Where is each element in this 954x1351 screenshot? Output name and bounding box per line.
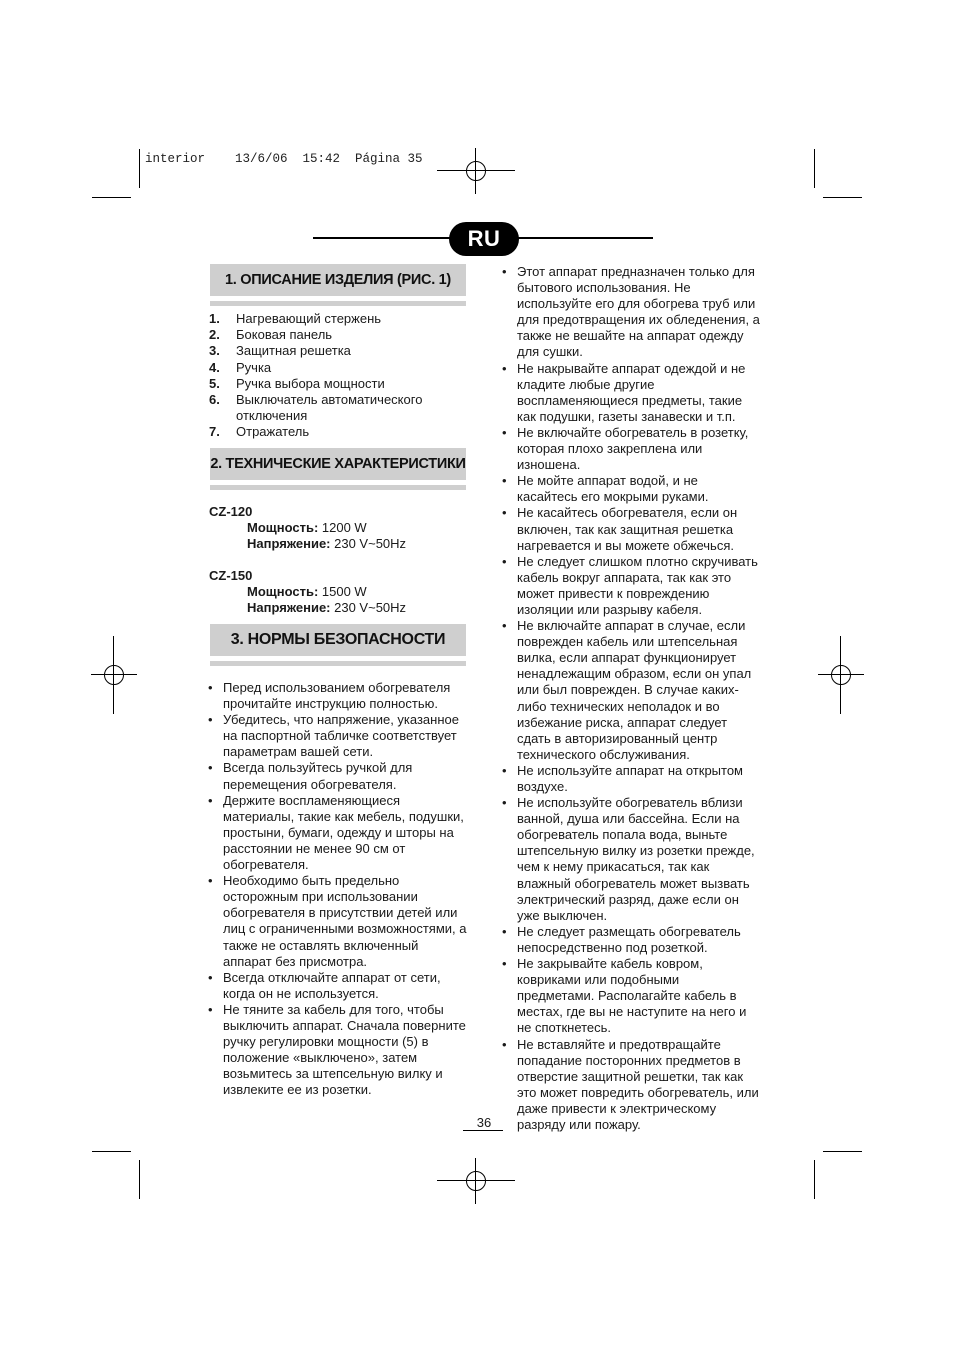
item-number: 5.	[209, 375, 220, 391]
bullet-text: Не вставляйте и предотвращайте попадание посторонних предметов в отверстие защитной решетки, так как это может повредить обогреватель, или даже привести к электрическому разряду или пожару.	[517, 1036, 759, 1132]
spec-value: 230 V~50Hz	[330, 600, 407, 616]
print-slug: interior 13/6/06 15:42 Página 35	[145, 152, 423, 166]
item-number: 3.	[209, 343, 220, 359]
bullet-text: Не используйте обогреватель вблизи ванной, душа или бассейна. Если на обогреватель попала вода, выньте штепсельную вилку из розетки прежде, чем к нему прикасаться, так как влажный обогреватель может вызвать электрический разряд, даже если он уже выключен.	[517, 795, 755, 923]
bullet-icon: •	[208, 1001, 213, 1017]
list-item	[209, 424, 469, 440]
spec-label: Мощность:	[247, 520, 319, 536]
model-name: CZ-120	[209, 504, 253, 519]
section-underline	[210, 301, 466, 306]
section-title: 3. НОРМЫ БЕЗОПАСНОСТИ	[210, 624, 466, 656]
page-number: 36	[476, 1115, 492, 1130]
bullet-icon: •	[208, 760, 213, 776]
safety-list-right	[502, 264, 760, 1133]
list-item	[209, 327, 469, 343]
spec-value: 1200 W	[318, 520, 367, 536]
bullet-text: Не включайте аппарат в случае, если поврежден кабель или штепсельная вилка, если аппарат функционирует ненадлежащим образом, если он упал или был поврежден. В случае каких-либо технических неполадок и во избежание риска, аппарат следует сдать в авторизированный центр технического обслуживания.	[517, 618, 752, 762]
bullet-icon: •	[502, 1036, 507, 1052]
page-number-rule	[463, 1130, 503, 1131]
bullet-text: Этот аппарат предназначен только для бытового использования. Не используйте его для обогрева труб или для предотвращения их обледенения, а также не вешайте на аппарат одежду для сушки.	[517, 264, 760, 360]
spec-value: 230 V~50Hz	[330, 536, 407, 552]
bullet-icon: •	[502, 956, 507, 972]
item-text: Боковая панель	[236, 327, 333, 343]
registration-mark-top	[437, 148, 515, 194]
list-item	[208, 1002, 468, 1099]
registration-mark-right	[818, 636, 864, 714]
bullet-text: Не мойте аппарат водой, и не касайтесь его мокрыми руками.	[517, 473, 709, 505]
crop-mark	[823, 197, 862, 198]
list-item	[502, 956, 760, 1036]
bullet-text: Всегда пользуйтесь ручкой для перемещения обогревателя.	[223, 760, 413, 792]
registration-mark-left	[91, 636, 137, 714]
bullet-icon: •	[502, 553, 507, 569]
crop-mark	[139, 1160, 140, 1199]
bullet-icon: •	[502, 424, 507, 440]
list-item	[502, 425, 760, 473]
list-item	[208, 970, 468, 1002]
bullet-text: Необходимо быть предельно осторожным при использовании обогревателя в присутствии детей или лиц с ограниченными возможностями, а также не оставлять включенный аппарат без присмотра.	[223, 873, 467, 969]
list-item	[209, 376, 469, 392]
item-number: 1.	[209, 311, 220, 326]
list-item	[209, 343, 469, 359]
list-item	[502, 763, 760, 795]
bullet-icon: •	[208, 873, 213, 889]
spec-label: Напряжение:	[247, 600, 331, 616]
list-item	[208, 712, 468, 760]
model-name: CZ-150	[209, 568, 253, 583]
spec-voltage	[209, 536, 469, 552]
bullet-text: Не включайте обогреватель в розетку, которая плохо закреплена или изношена.	[517, 424, 749, 473]
list-item	[209, 360, 469, 376]
list-item	[502, 361, 760, 425]
list-item	[502, 1037, 760, 1134]
item-number: 6.	[209, 392, 220, 408]
bullet-text: Убедитесь, что напряжение, указанное на паспортной табличке соответствует параметрам вашей сети.	[223, 712, 459, 760]
spec-value: 1500 W	[318, 584, 367, 600]
list-item	[502, 618, 760, 763]
item-number: 7.	[209, 424, 220, 440]
safety-list-left	[208, 680, 468, 1098]
item-number: 4.	[209, 359, 220, 375]
bullet-text: Не закрывайте кабель ковром, ковриками или подобными предметами. Располагайте кабель в местах, где вы не наступите на него и не споткнетесь.	[517, 956, 747, 1036]
section-underline	[210, 485, 466, 490]
bullet-icon: •	[502, 923, 507, 939]
crop-mark	[814, 149, 815, 188]
list-item	[502, 554, 760, 618]
bullet-icon: •	[502, 505, 507, 521]
list-item	[209, 392, 469, 424]
list-item	[502, 264, 760, 361]
section-specs-header	[210, 448, 466, 490]
list-item	[208, 793, 468, 873]
section-title: 1. ОПИСАНИЕ ИЗДЕЛИЯ (РИС. 1)	[210, 264, 466, 296]
list-item	[502, 505, 760, 553]
bullet-icon: •	[208, 712, 213, 728]
bullet-icon: •	[208, 969, 213, 985]
list-item	[209, 311, 469, 327]
item-text: Выключатель автоматического отключения	[236, 392, 423, 424]
parts-list	[209, 311, 469, 441]
item-text: Ручка	[236, 359, 272, 375]
bullet-text: Не накрывайте аппарат одеждой и не кладите любые другие воспламеняющиеся предметы, такие как подушки, газеты занавески и т.п.	[517, 360, 746, 424]
spec-power	[209, 584, 469, 600]
bullet-text: Перед использованием обогревателя прочитайте инструкцию полностью.	[223, 680, 451, 712]
bullet-icon: •	[208, 680, 213, 695]
list-item	[208, 760, 468, 792]
list-item	[208, 873, 468, 970]
section-description-header	[210, 264, 466, 306]
list-item	[502, 924, 760, 956]
spec-voltage	[209, 600, 469, 616]
bullet-text: Всегда отключайте аппарат от сети, когда он не используется.	[223, 969, 441, 1001]
item-text: Отражатель	[236, 424, 310, 440]
crop-mark	[92, 1151, 131, 1152]
item-text: Ручка выбора мощности	[236, 375, 385, 391]
item-text: Нагревающий стержень	[236, 311, 382, 326]
bullet-icon: •	[208, 792, 213, 808]
item-number: 2.	[209, 327, 220, 343]
spec-block-cz150	[209, 568, 469, 617]
bullet-icon: •	[502, 762, 507, 778]
list-item	[502, 795, 760, 924]
spec-block-cz120	[209, 504, 469, 553]
crop-mark	[814, 1160, 815, 1199]
bullet-icon: •	[502, 473, 507, 489]
crop-mark	[139, 149, 140, 188]
item-text: Защитная решетка	[236, 343, 351, 359]
bullet-icon: •	[502, 795, 507, 811]
spec-label: Мощность:	[247, 584, 319, 600]
section-title: 2. ТЕХНИЧЕСКИЕ ХАРАКТЕРИСТИКИ	[210, 448, 466, 480]
bullet-icon: •	[502, 264, 507, 279]
bullet-icon: •	[502, 360, 507, 376]
section-underline	[210, 661, 466, 666]
bullet-text: Не тяните за кабель для того, чтобы выключить аппарат. Сначала поверните ручку регулировки мощности (5) в положение «выключено», затем возьмитесь за штепсельную вилку и извлеките ее из розетки.	[223, 1001, 466, 1098]
list-item	[208, 680, 468, 712]
spec-label: Напряжение:	[247, 536, 331, 552]
bullet-text: Не следует слишком плотно скручивать кабель вокруг аппарата, так как это может привести к повреждению изоляции или разрыву кабеля.	[517, 553, 758, 617]
language-badge: RU	[449, 222, 519, 256]
list-item	[502, 473, 760, 505]
bullet-text: Держите воспламеняющиеся материалы, такие как мебель, подушки, простыни, бумаги, одежду и шторы на расстоянии не менее 90 см от обогревателя.	[223, 792, 464, 873]
crop-mark	[92, 197, 131, 198]
section-safety-header	[210, 624, 466, 666]
spec-power	[209, 520, 469, 536]
bullet-text: Не касайтесь обогревателя, если он включен, так как защитная решетка нагревается и вы можете обжечься.	[517, 505, 738, 553]
registration-mark-bottom	[437, 1158, 515, 1204]
bullet-text: Не следует размещать обогреватель непосредственно под розеткой.	[517, 923, 741, 955]
bullet-text: Не используйте аппарат на открытом воздухе.	[517, 762, 743, 794]
bullet-icon: •	[502, 618, 507, 634]
crop-mark	[823, 1151, 862, 1152]
